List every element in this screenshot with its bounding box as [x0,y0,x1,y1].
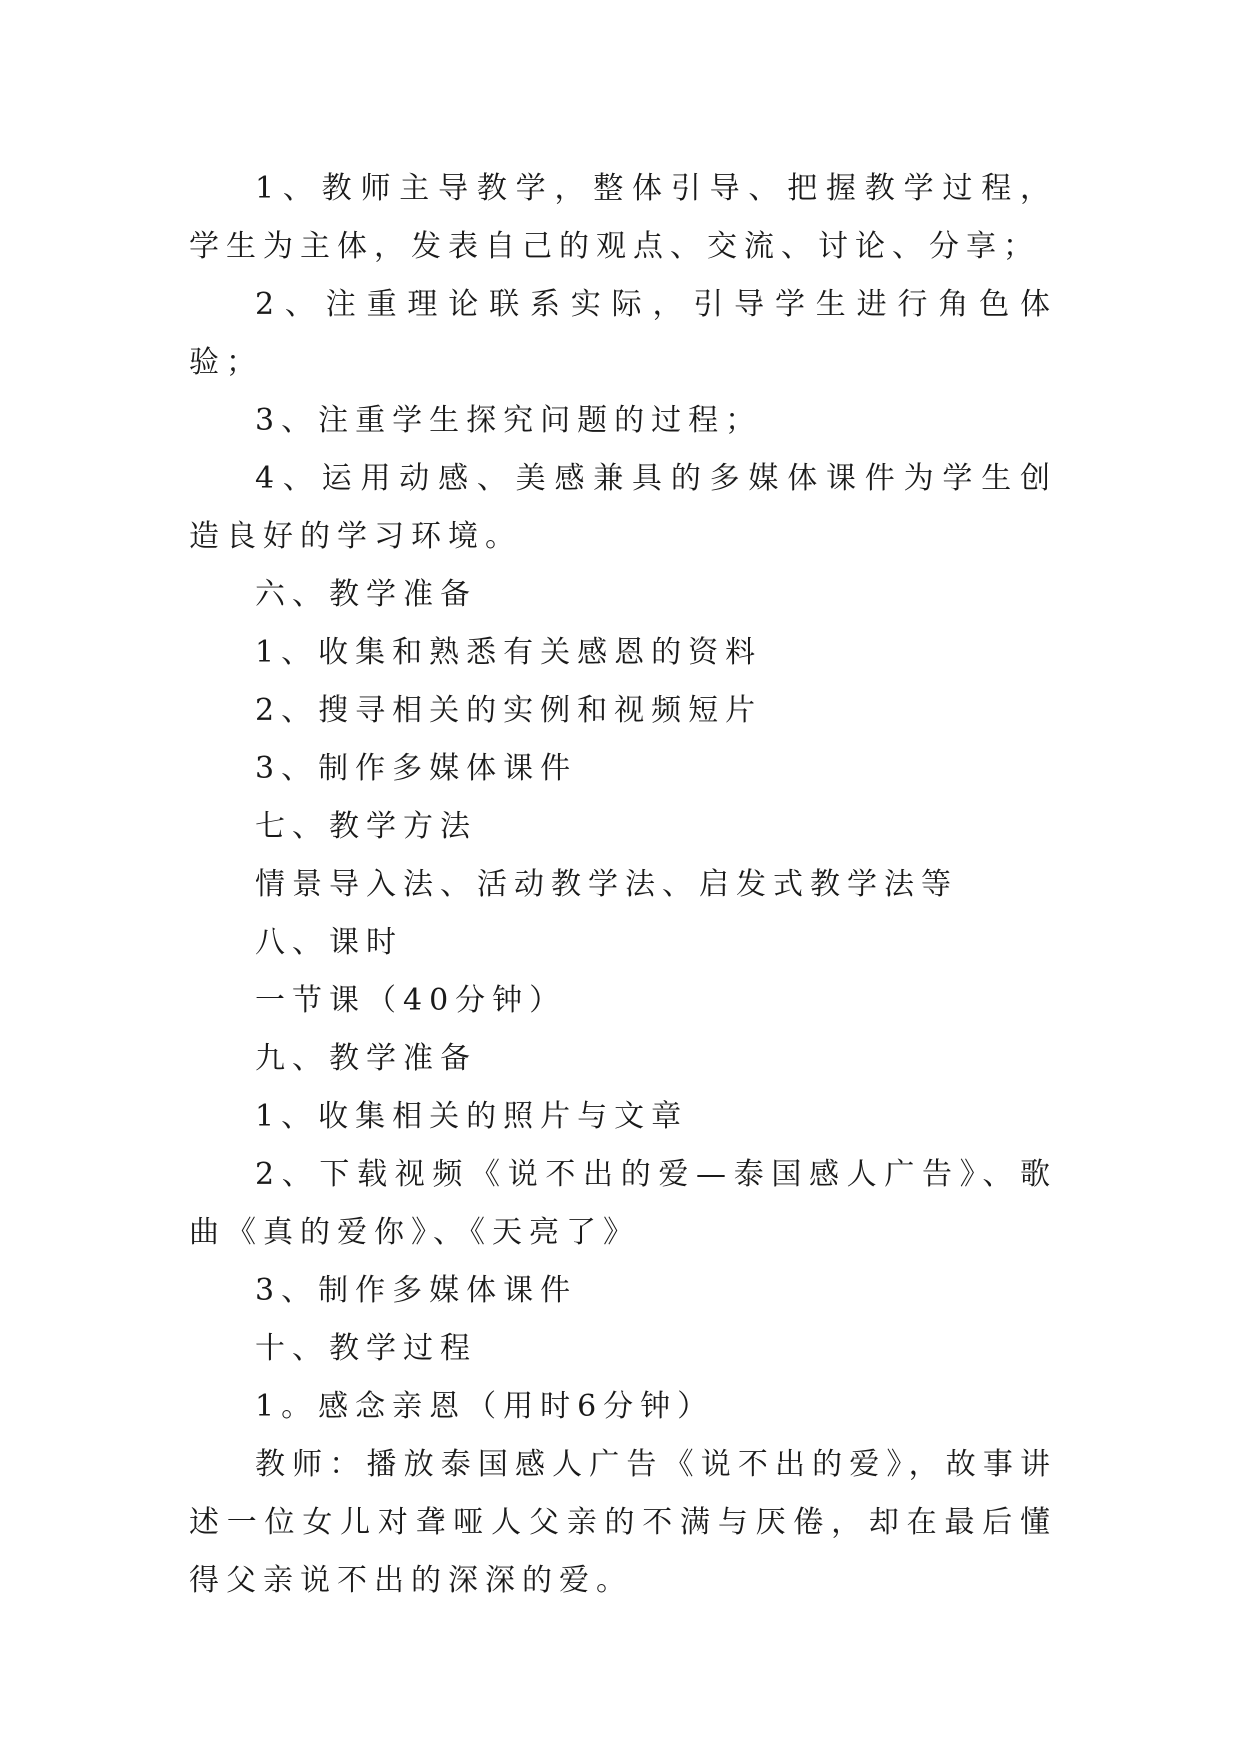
paragraph-7-1: 情景导入法、活动教学法、启发式教学法等 [255,867,958,902]
section-heading-6: 六、教学准备 [255,577,477,612]
paragraph-6-2: 2、搜寻相关的实例和视频短片 [255,693,763,728]
paragraph-8-1: 一节课（40分钟） [255,983,567,1018]
paragraph-2: 2、注重理论联系实际，引导学生进行角色体验； [189,287,1057,380]
paragraph-6-3: 3、制作多媒体课件 [255,751,578,786]
section-heading-9: 九、教学准备 [255,1041,477,1076]
paragraph-10-1: 1。感念亲恩（用时6分钟） [255,1389,715,1424]
paragraph-9-3: 3、制作多媒体课件 [255,1273,578,1308]
section-heading-7: 七、教学方法 [255,809,477,844]
paragraph-1: 1、教师主导教学，整体引导、把握教学过程，学生为主体，发表自己的观点、交流、讨论、分享； [189,171,1057,264]
section-heading-8: 八、课时 [255,925,403,960]
paragraph-10-2: 教师：播放泰国感人广告《说不出的爱》，故事讲述一位女儿对聋哑人父亲的不满与厌倦，却在最后懂得父亲说不出的深深的爱。 [189,1447,1057,1598]
paragraph-6-1: 1、收集和熟悉有关感恩的资料 [255,635,763,670]
paragraph-9-2: 2、下载视频《说不出的爱—泰国感人广告》、歌曲《真的爱你》、《天亮了》 [189,1157,1057,1250]
paragraph-4: 4、运用动感、美感兼具的多媒体课件为学生创造良好的学习环境。 [189,461,1057,554]
paragraph-3: 3、注重学生探究问题的过程； [255,403,763,438]
document-body [189,160,1057,1610]
section-heading-10: 十、教学过程 [255,1331,477,1366]
paragraph-9-1: 1、收集相关的照片与文章 [255,1099,689,1134]
